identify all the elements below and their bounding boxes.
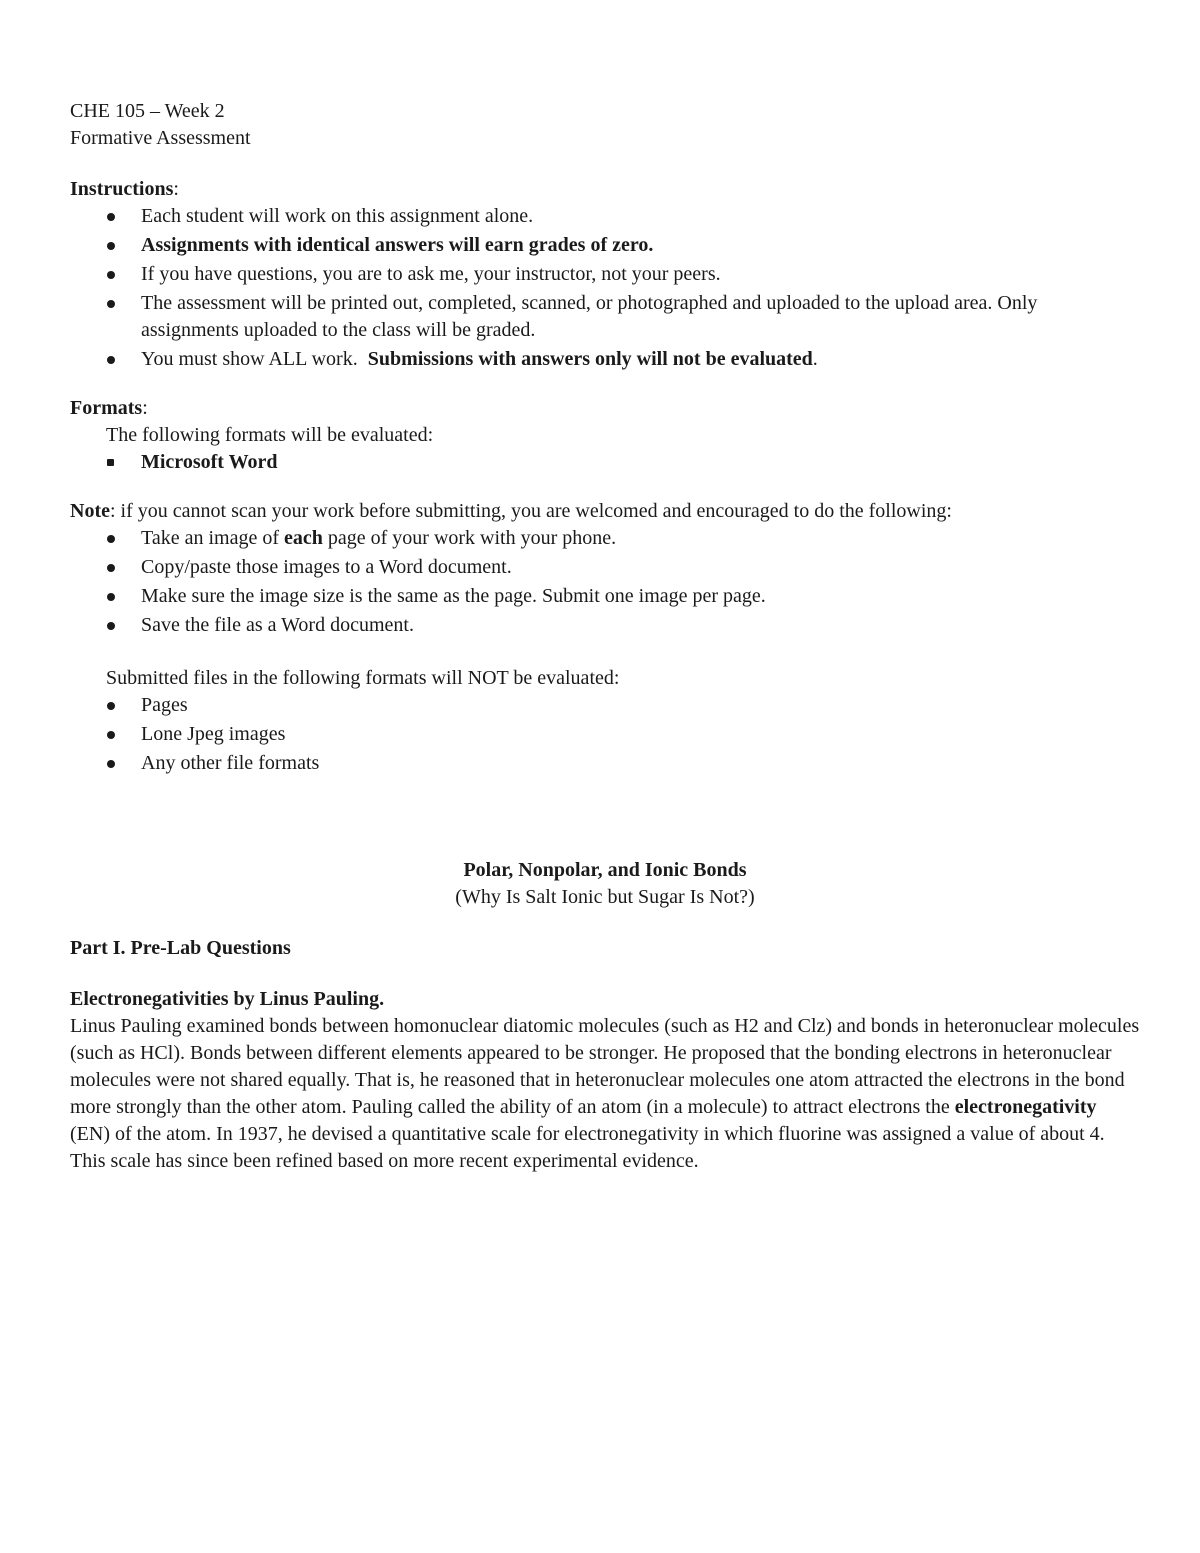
step-text: Save the file as a Word document. [141,614,414,636]
body-bold-term: electronegativity [954,1096,1097,1118]
step-text: page of your work with your phone. [322,527,617,549]
accepted-formats-list [70,449,1140,476]
list-item [70,525,1140,552]
list-item [70,261,1140,288]
body-text: Linus Pauling examined bonds between homonuclear diatomic molecules (such as H2 and Clz) and bonds in heteronuclear molecules (such as HCl). Bonds between different elements appeared to be stronger. He proposed that the bonding electrons in heteronuclear molecules were not shared equally. That is, he reasoned that in heteronuclear molecules one atom attracted the electrons in the bond more strongly than the other atom. Pauling called the ability of an atom (in a molecule) to attract electrons the [70,1015,1140,1118]
step-text: Take an image of [141,527,284,549]
list-item [70,692,1140,719]
instruction-bold-text: Assignments with identical answers will earn grades of zero. [141,234,654,256]
document-page [70,98,1140,1175]
list-item [70,203,1140,230]
instructions-heading [70,176,1140,203]
step-text: Make sure the image size is the same as the page. Submit one image per page. [141,585,766,607]
instruction-text: If you have questions, you are to ask me, your instructor, not your peers. [141,263,721,285]
formats-label: Formats [70,397,143,419]
instruction-tail: . [812,348,818,370]
list-item [70,612,1140,639]
rejected-intro: Submitted files in the following formats will NOT be evaluated: [106,667,620,689]
step-text: Copy/paste those images to a Word document. [141,556,512,578]
instructions-colon: : [173,178,179,200]
note-steps-list [70,525,1140,639]
course-title: CHE 105 – Week 2 [70,100,225,122]
rejected-formats-list [70,692,1140,777]
rejected-format: Pages [141,694,188,716]
list-item [70,583,1140,610]
instruction-text: Each student will work on this assignment alone. [141,205,534,227]
section-heading: Electronegativities by Linus Pauling. [70,988,385,1010]
body-paragraph [70,1013,1140,1175]
part-heading: Part I. Pre-Lab Questions [70,937,291,959]
instructions-label: Instructions [70,178,174,200]
list-item [70,232,1140,259]
instruction-bold-text: Submissions with answers only will not be evaluated [367,348,813,370]
rejected-format: Any other file formats [141,752,320,774]
accepted-format: Microsoft Word [141,451,278,473]
assessment-subtitle: Formative Assessment [70,127,251,149]
lab-subtitle: (Why Is Salt Ionic but Sugar Is Not?) [455,886,755,908]
list-item [70,346,1140,373]
instruction-text: You must show ALL work. [141,348,368,370]
note-text: : if you cannot scan your work before submitting, you are welcomed and encouraged to do the following: [109,500,952,522]
formats-colon: : [142,397,148,419]
list-item [70,290,1140,344]
list-item [70,750,1140,777]
instruction-text: The assessment will be printed out, completed, scanned, or photographed and uploaded to the upload area. Only assignments uploaded to the class will be graded. [141,292,1038,341]
lab-title: Polar, Nonpolar, and Ionic Bonds [463,859,747,881]
list-item [70,554,1140,581]
note-paragraph [70,498,1140,525]
list-item [70,449,1140,476]
rejected-format: Lone Jpeg images [141,723,286,745]
step-bold-text: each [283,527,323,549]
instructions-list [70,203,1140,373]
note-label: Note [70,500,110,522]
formats-heading [70,395,1140,422]
body-text: (EN) of the atom. In 1937, he devised a quantitative scale for electronegativity in which fluorine was assigned a value of about 4. This scale has since been refined based on more recent experimental evidence. [70,1123,1105,1172]
formats-intro: The following formats will be evaluated: [106,424,434,446]
list-item [70,721,1140,748]
